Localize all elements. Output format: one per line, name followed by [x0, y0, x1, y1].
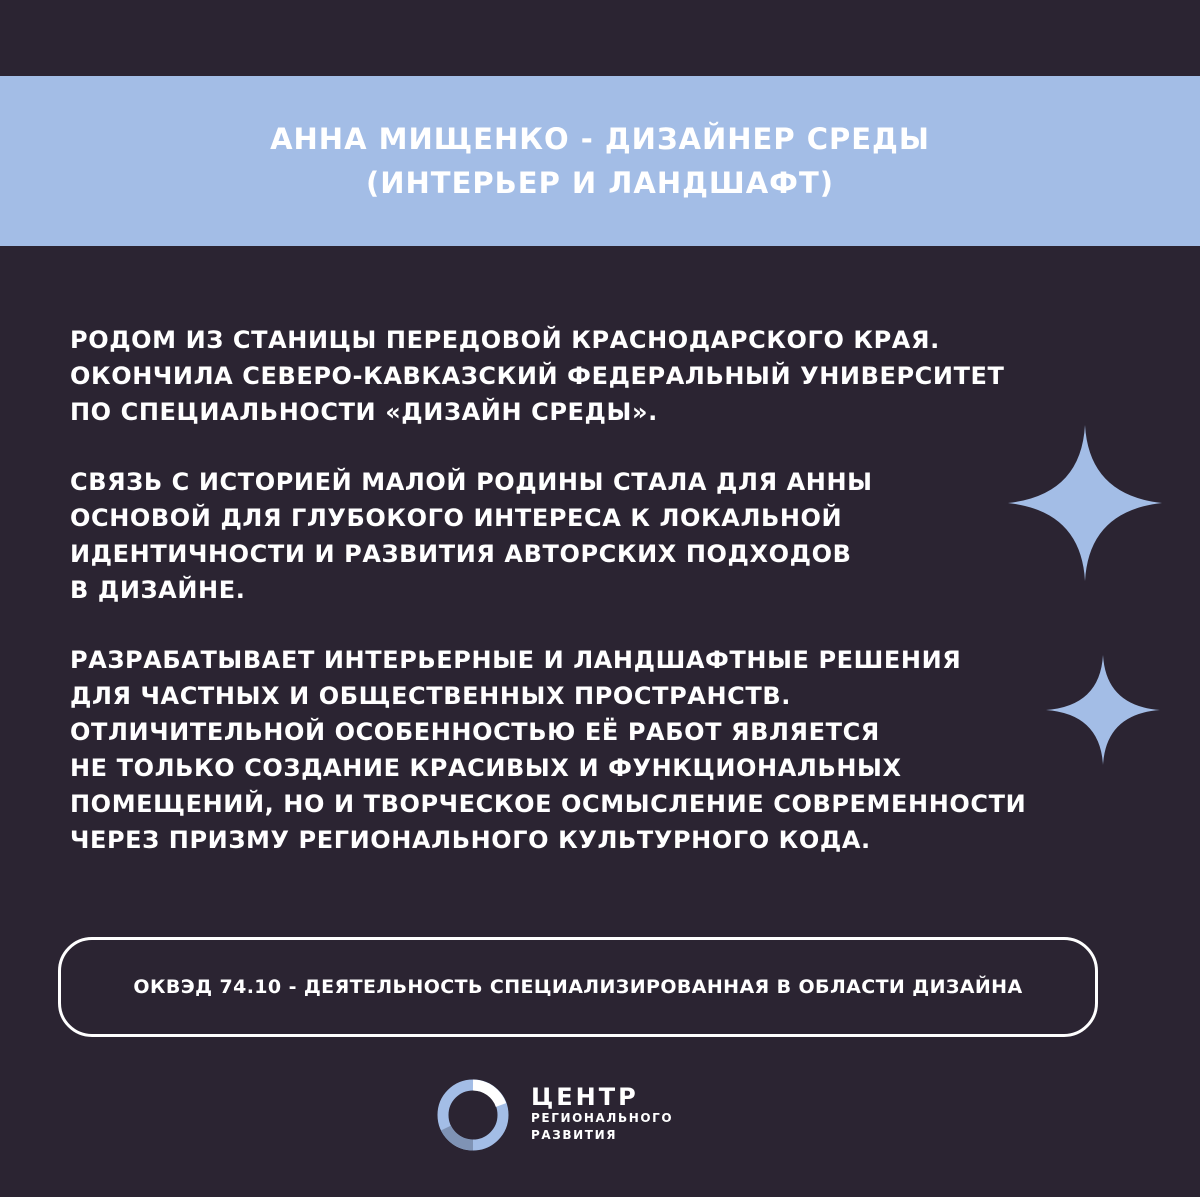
text-line: РАЗРАБАТЫВАЕТ ИНТЕРЬЕРНЫЕ И ЛАНДШАФТНЫЕ РЕШЕНИЯ [70, 646, 962, 674]
page-title-line-1: АННА МИЩЕНКО - ДИЗАЙНЕР СРЕДЫ [270, 122, 930, 156]
text-line: ПОМЕЩЕНИЙ, НО И ТВОРЧЕСКОЕ ОСМЫСЛЕНИЕ СОВРЕМЕННОСТИ [70, 790, 1027, 818]
text-line: НЕ ТОЛЬКО СОЗДАНИЕ КРАСИВЫХ И ФУНКЦИОНАЛЬНЫХ [70, 754, 902, 782]
text-line: ДЛЯ ЧАСТНЫХ И ОБЩЕСТВЕННЫХ ПРОСТРАНСТВ. [70, 682, 791, 710]
text-line: ОТЛИЧИТЕЛЬНОЙ ОСОБЕННОСТЬЮ ЕЁ РАБОТ ЯВЛЯЕТСЯ [70, 718, 880, 746]
logo-text [531, 1084, 673, 1144]
text-line: СВЯЗЬ С ИСТОРИЕЙ МАЛОЙ РОДИНЫ СТАЛА ДЛЯ АННЫ [70, 468, 873, 496]
four-point-star-icon [1008, 425, 1162, 581]
text-line: РОДОМ ИЗ СТАНИЦЫ ПЕРЕДОВОЙ КРАСНОДАРСКОГО КРАЯ. [70, 326, 940, 354]
four-point-star-icon [1046, 655, 1160, 765]
ring-logo-icon [436, 1078, 510, 1152]
text-line: В ДИЗАЙНЕ. [70, 576, 246, 604]
logo-subtitle-1: РЕГИОНАЛЬНОГО [531, 1111, 674, 1125]
paragraph-identity [70, 464, 1150, 608]
logo-title: ЦЕНТР [531, 1083, 639, 1111]
text-line: ИДЕНТИЧНОСТИ И РАЗВИТИЯ АВТОРСКИХ ПОДХОДОВ [70, 540, 852, 568]
text-line: ЧЕРЕЗ ПРИЗМУ РЕГИОНАЛЬНОГО КУЛЬТУРНОГО КОДА. [70, 826, 871, 854]
paragraph-origin [70, 322, 1150, 430]
logo [436, 1078, 736, 1156]
bio-text [70, 322, 1150, 892]
text-line: ОСНОВОЙ ДЛЯ ГЛУБОКОГО ИНТЕРЕСА К ЛОКАЛЬНОЙ [70, 504, 843, 532]
okved-label: ОКВЭД 74.10 - ДЕЯТЕЛЬНОСТЬ СПЕЦИАЛИЗИРОВАННАЯ В ОБЛАСТИ ДИЗАЙНА [133, 976, 1023, 998]
paragraph-work [70, 642, 1150, 858]
page-title-line-2: (ИНТЕРЬЕР И ЛАНДШАФТ) [366, 166, 834, 200]
text-line: ОКОНЧИЛА СЕВЕРО-КАВКАЗСКИЙ ФЕДЕРАЛЬНЫЙ УНИВЕРСИТЕТ [70, 362, 1005, 390]
header-band [0, 76, 1200, 246]
okved-box [58, 937, 1098, 1037]
logo-subtitle-2: РАЗВИТИЯ [531, 1128, 618, 1142]
text-line: ПО СПЕЦИАЛЬНОСТИ «ДИЗАЙН СРЕДЫ». [70, 398, 658, 426]
